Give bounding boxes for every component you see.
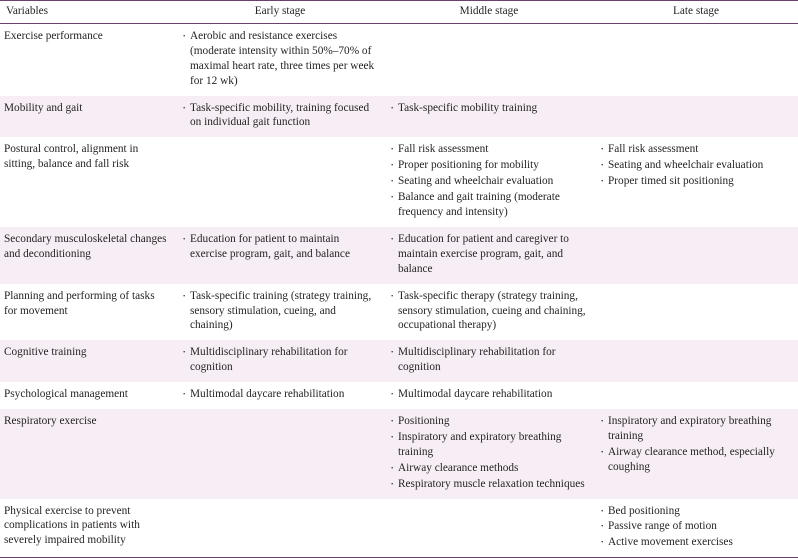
empty-cell [600, 289, 791, 304]
list-item: · Seating and wheelchair evaluation [390, 174, 587, 189]
row-variable-label: Respiratory exercise [0, 409, 176, 499]
cell-early-stage [176, 137, 384, 227]
list-item: · Multidisciplinary rehabilitation for cognition [182, 345, 377, 375]
empty-cell [390, 29, 587, 44]
bullet-list [182, 289, 377, 334]
cell-early-stage [176, 23, 384, 95]
list-item: · Proper positioning for mobility [390, 158, 587, 173]
bullet-list [390, 345, 587, 375]
list-item: · Task-specific mobility, training focused on individual gait function [182, 101, 377, 131]
empty-cell [182, 414, 377, 429]
list-item: · Fall risk assessment [600, 142, 791, 157]
cell-late-stage [594, 382, 798, 409]
list-item: · Inspiratory and expiratory breathing training [390, 430, 587, 460]
list-item: · Proper timed sit positioning [600, 174, 791, 189]
list-item: · Multidisciplinary rehabilitation for cognition [390, 345, 587, 375]
list-item: · Aerobic and resistance exercises (moderate intensity within 50%–70% of maximal heart rate, three times per week for 12 wk) [182, 29, 377, 89]
bullet-list [600, 142, 791, 189]
column-header-early-stage: Early stage [176, 1, 384, 24]
list-item: · Task-specific mobility training [390, 101, 587, 116]
bullet-list [390, 142, 587, 220]
cell-late-stage [594, 284, 798, 341]
table-row [0, 284, 798, 341]
table-row [0, 96, 798, 138]
cell-early-stage [176, 382, 384, 409]
bullet-list [182, 232, 377, 262]
bullet-list [182, 345, 377, 375]
table-header [0, 1, 798, 24]
cell-late-stage [594, 340, 798, 382]
cell-late-stage [594, 137, 798, 227]
empty-cell [600, 29, 791, 44]
bullet-list [182, 101, 377, 131]
table-body [0, 23, 798, 557]
cell-middle-stage [384, 284, 594, 341]
cell-early-stage [176, 227, 384, 284]
row-variable-label: Mobility and gait [0, 96, 176, 138]
table-header-row [0, 1, 798, 24]
row-variable-label: Psychological management [0, 382, 176, 409]
column-header-variables: Variables [0, 1, 176, 24]
column-header-late-stage: Late stage [594, 1, 798, 24]
list-item: · Balance and gait training (moderate frequency and intensity) [390, 190, 587, 220]
cell-middle-stage [384, 137, 594, 227]
list-item: · Respiratory muscle relaxation techniques [390, 477, 587, 492]
empty-cell [600, 387, 791, 402]
table-row [0, 23, 798, 95]
cell-late-stage [594, 227, 798, 284]
cell-middle-stage [384, 382, 594, 409]
row-variable-label: Cognitive training [0, 340, 176, 382]
cell-middle-stage [384, 499, 594, 558]
list-item: · Multimodal daycare rehabilitation [182, 387, 377, 402]
table-row [0, 137, 798, 227]
cell-early-stage [176, 340, 384, 382]
row-variable-label: Postural control, alignment in sitting, balance and fall risk [0, 137, 176, 227]
row-variable-label: Planning and performing of tasks for movement [0, 284, 176, 341]
list-item: · Active movement exercises [600, 535, 791, 550]
table-row [0, 340, 798, 382]
bullet-list [390, 289, 587, 334]
empty-cell [182, 504, 377, 519]
bullet-list [182, 387, 377, 402]
bullet-list [390, 387, 587, 402]
list-item: · Education for patient and caregiver to maintain exercise program, gait, and balance [390, 232, 587, 277]
cell-late-stage [594, 499, 798, 558]
list-item: · Positioning [390, 414, 587, 429]
empty-cell [390, 504, 587, 519]
cell-middle-stage [384, 96, 594, 138]
cell-late-stage [594, 96, 798, 138]
bullet-list [182, 29, 377, 89]
bullet-list [390, 232, 587, 277]
list-item: · Bed positioning [600, 504, 791, 519]
list-item: · Airway clearance method, especially coughing [600, 445, 791, 475]
bullet-list [390, 101, 587, 116]
bullet-list [600, 414, 791, 475]
table-row [0, 499, 798, 558]
empty-cell [600, 101, 791, 116]
table-row [0, 227, 798, 284]
cell-middle-stage [384, 227, 594, 284]
cell-early-stage [176, 499, 384, 558]
list-item: · Inspiratory and expiratory breathing training [600, 414, 791, 444]
row-variable-label: Physical exercise to prevent complications in patients with severely impaired mobility [0, 499, 176, 558]
empty-cell [182, 142, 377, 157]
list-item: · Task-specific training (strategy training, sensory stimulation, cueing, and chaining) [182, 289, 377, 334]
list-item: · Seating and wheelchair evaluation [600, 158, 791, 173]
list-item: · Passive range of motion [600, 519, 791, 534]
cell-early-stage [176, 96, 384, 138]
list-item: · Fall risk assessment [390, 142, 587, 157]
list-item: · Education for patient to maintain exercise program, gait, and balance [182, 232, 377, 262]
empty-cell [600, 232, 791, 247]
cell-middle-stage [384, 23, 594, 95]
list-item: · Airway clearance methods [390, 461, 587, 476]
column-header-middle-stage: Middle stage [384, 1, 594, 24]
row-variable-label: Exercise performance [0, 23, 176, 95]
list-item: · Multimodal daycare rehabilitation [390, 387, 587, 402]
cell-early-stage [176, 284, 384, 341]
empty-cell [600, 345, 791, 360]
bullet-list [600, 504, 791, 551]
row-variable-label: Secondary musculoskeletal changes and deconditioning [0, 227, 176, 284]
cell-late-stage [594, 23, 798, 95]
cell-middle-stage [384, 340, 594, 382]
bullet-list [390, 414, 587, 492]
table-row [0, 382, 798, 409]
list-item: · Task-specific therapy (strategy training, sensory stimulation, cueing and chaining, occupational therapy) [390, 289, 587, 334]
